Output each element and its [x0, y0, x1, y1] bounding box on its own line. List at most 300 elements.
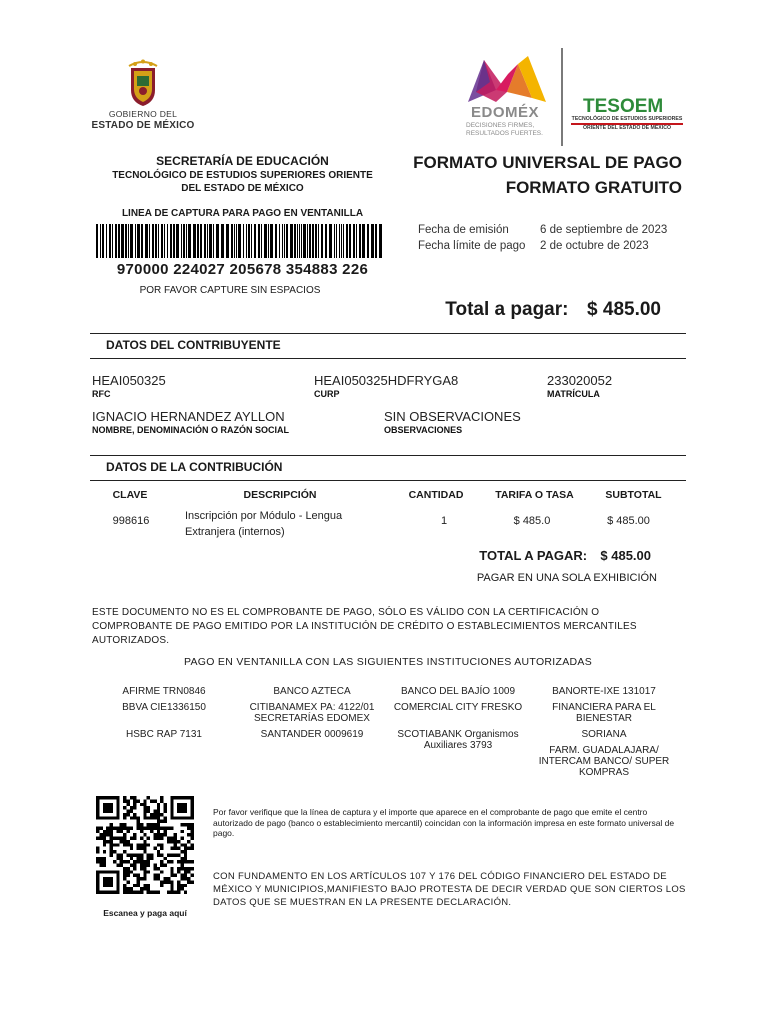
table-header-cantidad: CANTIDAD — [408, 489, 464, 501]
secretaria-subtitle-1: TECNOLÓGICO DE ESTUDIOS SUPERIORES ORIENTE — [112, 170, 373, 181]
qr-module — [133, 799, 136, 802]
qr-module — [116, 864, 119, 867]
barcode-bar — [297, 224, 298, 258]
qr-module — [180, 877, 183, 880]
barcode-bar — [121, 224, 124, 258]
barcode-bar — [246, 224, 247, 258]
qr-module — [167, 880, 170, 883]
barcode-bar — [186, 224, 187, 258]
qr-module — [174, 833, 177, 836]
table-header-tarifa: TARIFA O TASA — [495, 489, 574, 501]
divider-line — [90, 455, 686, 456]
qr-module — [140, 853, 143, 856]
qr-module — [164, 830, 167, 833]
qr-module — [126, 853, 129, 856]
barcode-bar — [213, 224, 214, 258]
edomex-tagline-2: RESULTADOS FUERTES. — [466, 130, 543, 137]
capture-note: POR FAVOR CAPTURE SIN ESPACIOS — [139, 285, 321, 296]
qr-module — [147, 887, 150, 890]
barcode-bar — [102, 224, 104, 258]
qr-module — [137, 860, 140, 863]
table-header-clave: CLAVE — [112, 489, 148, 501]
qr-module — [160, 820, 163, 823]
qr-module — [187, 880, 190, 883]
qr-module — [96, 826, 99, 829]
qr-module — [150, 830, 153, 833]
qr-module — [177, 880, 180, 883]
qr-module — [153, 823, 156, 826]
qr-code-icon[interactable] — [96, 796, 194, 894]
qr-module — [170, 826, 173, 829]
qr-module — [113, 860, 116, 863]
qr-caption: Escanea y paga aquí — [103, 908, 187, 918]
qr-module — [143, 884, 146, 887]
qr-module — [174, 847, 177, 850]
observaciones-label: OBSERVACIONES — [384, 425, 463, 435]
barcode-bar — [181, 224, 182, 258]
qr-module — [143, 840, 146, 843]
qr-module — [180, 850, 183, 853]
barcode-bar — [254, 224, 256, 258]
qr-module — [187, 823, 190, 826]
qr-module — [133, 891, 136, 894]
barcode-bar — [290, 224, 293, 258]
qr-module — [137, 884, 140, 887]
qr-module — [133, 806, 136, 809]
linea-captura-label: LINEA DE CAPTURA PARA PAGO EN VENTANILLA — [121, 208, 364, 219]
qr-module — [99, 833, 102, 836]
barcode-bar — [221, 224, 224, 258]
fundamento-text: CON FUNDAMENTO EN LOS ARTÍCULOS 107 Y 176 DEL CÓDIGO FINANCIERO DEL ESTADO DE MÉXICO Y MUNICIPIOS,MANIFIESTO BAJO PROTESTA DE DECIR VERDAD QUE SON CIERTOS LOS DATOS QUE SE MUESTRAN EN LA PRESENTE DECLARACIÓN. — [213, 871, 686, 908]
fecha-limite-label: Fecha límite de pago — [418, 240, 526, 252]
barcode-bar — [294, 224, 296, 258]
qr-module — [140, 803, 143, 806]
qr-module — [103, 837, 106, 840]
qr-module — [170, 867, 173, 870]
qr-module — [184, 884, 187, 887]
qr-module — [106, 833, 109, 836]
qr-module — [177, 853, 180, 856]
qr-module — [106, 826, 109, 829]
institution-item: BANORTE-IXE 131017 — [552, 686, 656, 697]
qr-module — [180, 823, 183, 826]
qr-module — [123, 813, 126, 816]
qr-module — [153, 864, 156, 867]
qr-module — [157, 850, 160, 853]
qr-module — [123, 850, 126, 853]
qr-module — [137, 857, 140, 860]
qr-module — [147, 853, 150, 856]
qr-module — [153, 891, 156, 894]
qr-module — [113, 837, 116, 840]
barcode-bar — [349, 224, 351, 258]
qr-module — [103, 830, 106, 833]
qr-module — [123, 870, 126, 873]
qr-module — [137, 820, 140, 823]
barcode-bar — [329, 224, 332, 258]
qr-module — [110, 843, 113, 846]
barcode-bar — [106, 224, 107, 258]
qr-module — [103, 843, 106, 846]
qr-module — [147, 806, 150, 809]
barcode-bar — [200, 224, 202, 258]
table-header-subtotal: SUBTOTAL — [605, 489, 662, 501]
qr-module — [164, 880, 167, 883]
qr-module — [99, 837, 102, 840]
qr-module — [123, 867, 126, 870]
qr-module — [160, 847, 163, 850]
qr-module — [143, 816, 146, 819]
qr-module — [191, 833, 194, 836]
contribuyente-section-title: DATOS DEL CONTRIBUYENTE — [106, 338, 281, 352]
barcode-bar — [158, 224, 159, 258]
qr-module — [120, 837, 123, 840]
qr-module — [126, 803, 129, 806]
qr-module — [99, 860, 102, 863]
barcode-bar — [343, 224, 344, 258]
qr-module — [120, 853, 123, 856]
qr-module — [147, 884, 150, 887]
qr-module — [123, 799, 126, 802]
qr-module — [123, 816, 126, 819]
qr-module — [143, 806, 146, 809]
qr-module — [167, 853, 170, 856]
qr-module — [140, 877, 143, 880]
qr-module — [143, 813, 146, 816]
qr-module — [140, 887, 143, 890]
qr-module — [123, 887, 126, 890]
qr-module — [177, 867, 180, 870]
qr-module — [164, 877, 167, 880]
qr-module — [123, 891, 126, 894]
barcode-bar — [125, 224, 127, 258]
qr-module — [143, 810, 146, 813]
qr-module — [160, 864, 163, 867]
qr-module — [133, 867, 136, 870]
qr-module — [99, 826, 102, 829]
total-a-pagar-header — [420, 299, 661, 321]
qr-module — [153, 810, 156, 813]
qr-module — [126, 870, 129, 873]
barcode-bar — [109, 224, 111, 258]
qr-module — [126, 830, 129, 833]
qr-module — [157, 826, 160, 829]
qr-module — [103, 857, 106, 860]
qr-module — [184, 857, 187, 860]
contribucion-section-title: DATOS DE LA CONTRIBUCIÓN — [106, 460, 283, 474]
qr-module — [157, 867, 160, 870]
qr-module — [126, 843, 129, 846]
qr-module — [160, 833, 163, 836]
qr-module — [143, 833, 146, 836]
qr-module — [130, 826, 133, 829]
qr-module — [191, 880, 194, 883]
barcode-bar — [209, 224, 212, 258]
qr-module — [153, 847, 156, 850]
qr-module — [96, 847, 99, 850]
qr-module — [157, 874, 160, 877]
qr-module — [133, 860, 136, 863]
divider-line — [90, 358, 686, 359]
qr-module — [167, 860, 170, 863]
barcode-bar — [299, 224, 300, 258]
disclaimer-text: ESTE DOCUMENTO NO ES EL COMPROBANTE DE PAGO, SÓLO ES VÁLIDO CON LA CERTIFICACIÓN O COMPROBANTE DE PAGO EMITIDO POR LA INSTITUCIÓN DE CRÉDITO O ESTABLECIMIENTOS MERCANTILES AUTORIZADOS. — [92, 607, 637, 646]
qr-module — [187, 847, 190, 850]
barcode-bar — [137, 224, 140, 258]
qr-module — [150, 857, 153, 860]
qr-module — [177, 860, 180, 863]
qr-module — [133, 837, 136, 840]
barcode-bar — [118, 224, 120, 258]
barcode-bar — [336, 224, 337, 258]
qr-module — [120, 860, 123, 863]
qr-module — [147, 843, 150, 846]
institution-item: FINANCIERA PARA EL BIENESTAR — [552, 702, 656, 724]
qr-module — [133, 874, 136, 877]
curp-label: CURP — [314, 389, 340, 399]
barcode-bar — [173, 224, 175, 258]
qr-module — [130, 843, 133, 846]
qr-module — [103, 860, 106, 863]
qr-module — [170, 860, 173, 863]
qr-module — [140, 860, 143, 863]
fecha-emision-label: Fecha de emisión — [418, 224, 509, 236]
qr-module — [116, 857, 119, 860]
qr-module — [130, 864, 133, 867]
qr-module — [99, 857, 102, 860]
qr-module — [133, 853, 136, 856]
qr-module — [147, 837, 150, 840]
qr-module — [187, 833, 190, 836]
qr-module — [177, 870, 180, 873]
qr-module — [110, 826, 113, 829]
qr-module — [170, 887, 173, 890]
qr-module — [184, 847, 187, 850]
qr-module — [187, 870, 190, 873]
qr-module — [164, 803, 167, 806]
qr-module — [120, 823, 123, 826]
qr-module — [130, 837, 133, 840]
qr-module — [133, 864, 136, 867]
qr-module — [157, 837, 160, 840]
qr-module — [157, 833, 160, 836]
edomex-tagline — [466, 122, 556, 138]
qr-module — [184, 877, 187, 880]
qr-module — [143, 870, 146, 873]
qr-module — [133, 796, 136, 799]
qr-module — [184, 850, 187, 853]
fecha-limite-value: 2 de octubre de 2023 — [540, 240, 649, 252]
qr-module — [153, 799, 156, 802]
barcode-bar — [112, 224, 113, 258]
institution-item: BBVA CIE1336150 — [122, 702, 206, 713]
qr-module — [137, 826, 140, 829]
qr-module — [177, 887, 180, 890]
qr-module — [143, 843, 146, 846]
institution-item: SANTANDER 0009619 — [260, 729, 364, 740]
qr-module — [180, 884, 183, 887]
qr-module — [103, 833, 106, 836]
barcode-bar — [309, 224, 311, 258]
qr-module — [170, 870, 173, 873]
barcode-bar — [356, 224, 357, 258]
qr-module — [160, 880, 163, 883]
barcode-bar — [268, 224, 269, 258]
institution-item: BANCO DEL BAJÍO 1009 — [400, 686, 516, 697]
qr-module — [177, 884, 180, 887]
qr-module — [126, 874, 129, 877]
qr-module — [153, 877, 156, 880]
nombre-value: IGNACIO HERNANDEZ AYLLON — [92, 409, 285, 424]
qr-module — [160, 884, 163, 887]
barcode-bar — [251, 224, 252, 258]
qr-module — [110, 840, 113, 843]
qr-module — [160, 853, 163, 856]
qr-module — [140, 843, 143, 846]
qr-module — [130, 796, 133, 799]
qr-module — [133, 833, 136, 836]
qr-module — [130, 870, 133, 873]
qr-module — [123, 840, 126, 843]
institution-item: FARM. GUADALAJARA/ INTERCAM BANCO/ SUPER KOMPRAS — [538, 745, 670, 778]
qr-module — [147, 860, 150, 863]
barcode-bar — [353, 224, 355, 258]
qr-module — [187, 877, 190, 880]
qr-module — [170, 840, 173, 843]
qr-module — [184, 870, 187, 873]
linea-captura-number[interactable]: 970000 224027 205678 354883 226 — [116, 261, 369, 278]
cell-descripcion-line1: Inscripción por Módulo - Lengua — [185, 510, 343, 522]
qr-module — [191, 867, 194, 870]
qr-module — [140, 891, 143, 894]
barcode-bar — [204, 224, 206, 258]
qr-module — [157, 816, 160, 819]
barcode-bar — [334, 224, 335, 258]
barcode-bar — [286, 224, 288, 258]
qr-module — [160, 826, 163, 829]
institution-item: COMERCIAL CITY FRESKO — [393, 702, 523, 713]
barcode-bar — [145, 224, 148, 258]
qr-module — [137, 877, 140, 880]
qr-module — [191, 837, 194, 840]
qr-module — [130, 806, 133, 809]
qr-module — [170, 847, 173, 850]
qr-module — [137, 891, 140, 894]
divider-line — [90, 333, 686, 334]
qr-module — [116, 830, 119, 833]
gobierno-line2: ESTADO DE MÉXICO — [91, 120, 195, 131]
qr-module — [174, 843, 177, 846]
qr-module — [167, 837, 170, 840]
institution-item: SORIANA — [581, 729, 627, 740]
edomex-logo-icon — [462, 52, 552, 110]
qr-module — [153, 837, 156, 840]
qr-module — [157, 891, 160, 894]
qr-module — [126, 867, 129, 870]
barcode-bar — [130, 224, 133, 258]
qr-module — [143, 877, 146, 880]
barcode-bar — [282, 224, 283, 258]
qr-module — [110, 847, 113, 850]
barcode-bar — [226, 224, 229, 258]
qr-module — [170, 837, 173, 840]
qr-module — [187, 826, 190, 829]
barcode-bar — [100, 224, 101, 258]
barcode-bar — [359, 224, 361, 258]
qr-module — [123, 877, 126, 880]
qr-module — [180, 864, 183, 867]
qr-module — [180, 830, 183, 833]
qr-module — [137, 880, 140, 883]
qr-module — [187, 860, 190, 863]
table-header-descripcion: DESCRIPCIÓN — [243, 489, 317, 501]
qr-module — [174, 874, 177, 877]
divider-line — [90, 480, 686, 481]
qr-module — [167, 877, 170, 880]
qr-module — [147, 857, 150, 860]
qr-module — [120, 857, 123, 860]
matricula-value: 233020052 — [547, 373, 613, 388]
qr-module — [174, 837, 177, 840]
qr-module — [130, 847, 133, 850]
barcode-bar — [216, 224, 219, 258]
total-low-label: TOTAL A PAGAR: — [479, 548, 588, 563]
qr-module — [180, 837, 183, 840]
qr-module — [160, 799, 163, 802]
qr-module — [160, 870, 163, 873]
qr-module — [150, 816, 153, 819]
qr-module — [123, 826, 126, 829]
qr-module — [184, 874, 187, 877]
logo-divider — [561, 48, 563, 146]
qr-module — [133, 813, 136, 816]
qr-module — [113, 843, 116, 846]
barcode-bar — [188, 224, 191, 258]
qr-module — [123, 806, 126, 809]
barcode-bar — [325, 224, 327, 258]
qr-module — [133, 884, 136, 887]
cell-cantidad: 1 — [440, 515, 448, 527]
barcode-bar — [279, 224, 280, 258]
qr-module — [116, 843, 119, 846]
qr-module — [126, 799, 129, 802]
barcode-bar — [152, 224, 154, 258]
matricula-label: MATRÍCULA — [547, 389, 600, 399]
qr-module — [150, 853, 153, 856]
qr-module — [120, 826, 123, 829]
barcode-bar — [248, 224, 250, 258]
qr-module — [184, 823, 187, 826]
qr-module — [187, 840, 190, 843]
barcode-bar — [275, 224, 277, 258]
qr-module — [177, 891, 180, 894]
qr-module — [157, 806, 160, 809]
qr-module — [106, 830, 109, 833]
barcode-bar — [303, 224, 306, 258]
qr-module — [191, 823, 194, 826]
cell-tarifa: $ 485.0 — [513, 515, 551, 527]
qr-module — [160, 813, 163, 816]
qr-module — [143, 860, 146, 863]
qr-module — [164, 810, 167, 813]
qr-module — [116, 837, 119, 840]
qr-module — [143, 803, 146, 806]
qr-module — [130, 810, 133, 813]
barcode-bar — [207, 224, 208, 258]
formato-subtitle: FORMATO GRATUITO — [505, 178, 682, 197]
qr-module — [157, 813, 160, 816]
qr-module — [147, 796, 150, 799]
